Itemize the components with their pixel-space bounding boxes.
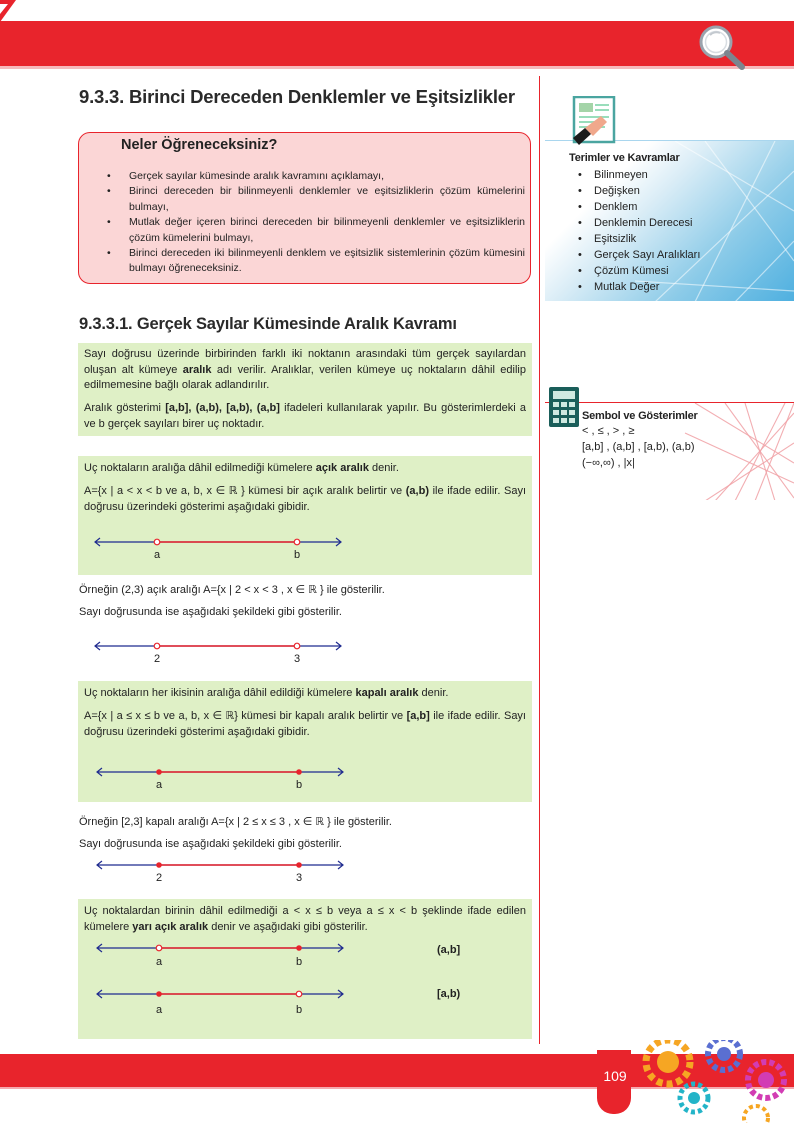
terms-title: Terimler ve Kavramlar (569, 152, 680, 164)
subsection-title: 9.3.3.1. Gerçek Sayılar Kümesinde Aralık Kavramı (79, 315, 457, 333)
closed-endpoint-a (156, 769, 162, 775)
open-example-number-line (93, 640, 343, 652)
learning-goal-item: • Gerçek sayılar kümesinde aralık kavramını açıklamayı, (105, 169, 525, 184)
column-divider (539, 76, 540, 1044)
number-line-label: 2 (155, 872, 163, 884)
open-endpoint-b (294, 539, 300, 545)
closed-endpoint-2 (156, 862, 162, 868)
term-item: • Gerçek Sayı Aralıkları (578, 247, 700, 263)
number-line-label: 2 (153, 653, 161, 665)
half-open-number-line-2 (95, 988, 345, 1000)
half-open-interval-box (78, 899, 532, 1039)
calculator-icon (548, 386, 580, 428)
number-line-label: b (295, 956, 303, 968)
closed-endpoint-b (296, 769, 302, 775)
number-line-label: 3 (293, 653, 301, 665)
closed-interval-example-caption: Sayı doğrusunda ise aşağıdaki şekildeki gibi gösterilir. (79, 838, 342, 850)
term-item: • Denklem (578, 199, 700, 215)
open-endpoint-2 (154, 643, 160, 649)
term-item: • Bilinmeyen (578, 167, 700, 183)
symbols-title: Sembol ve Gösterimler (582, 410, 698, 422)
open-interval-definition: A={x | a < x < b ve a, b, x ∈ ℝ } kümesi bir açık aralık belirtir ve (a,b) ile ifade edilir. Sayı doğrusu üzerindeki gösterimi aşağıdaki gibidir. (84, 485, 526, 513)
open-interval-example-caption: Sayı doğrusunda ise aşağıdaki şekildeki gibi gösterilir. (79, 606, 342, 618)
interval-notation-tag: (a,b] (437, 944, 461, 956)
learning-goal-item: • Birinci dereceden iki bilinmeyenli denklem ve eşitsizlik sistemlerinin çözüm kümesini bulmayı öğreneceksiniz. (105, 246, 525, 277)
term-item: • Denklemin Derecesi (578, 215, 700, 231)
symbol-line: [a,b] , (a,b] , [a,b), (a,b) (582, 441, 695, 453)
closed-endpoint-b (296, 945, 302, 951)
learning-goal-item: • Mutlak değer içeren birinci dereceden bir bilinmeyenli denklemler ve eşitsizliklerin çözüm kümelerini bulmayı, (105, 215, 525, 246)
definition-box (78, 343, 532, 436)
number-line-label: a (153, 549, 161, 561)
open-endpoint-b (296, 991, 302, 997)
header-bottom-strip (0, 66, 794, 69)
number-line-label: b (293, 549, 301, 561)
closed-interval-example: Örneğin [2,3] kapalı aralığı A={x | 2 ≤ x ≤ 3 , x ∈ ℝ } ile gösterilir. (79, 816, 392, 828)
half-open-interval-intro: Uç noktalardan birinin dâhil edilmediği a < x ≤ b veya a ≤ x < b şeklinde ifade edilen kümelere yarı açık aralık denir ve aşağıdaki gibi gösterilir. (84, 905, 526, 933)
magnifier-icon (696, 22, 752, 74)
number-line-label: 3 (295, 872, 303, 884)
gears-decoration (634, 1040, 794, 1123)
symbol-line: (−∞,∞) , |x| (582, 457, 635, 469)
term-item: • Mutlak Değer (578, 279, 700, 295)
closed-interval-intro: Uç noktaların her ikisinin aralığa dâhil edildiği kümelere kapalı aralık denir. (84, 687, 449, 699)
open-endpoint-a (156, 945, 162, 951)
symbol-line: < , ≤ , > , ≥ (582, 425, 635, 437)
definition-paragraph: Sayı doğrusu üzerinde birbirinden farklı iki noktanın arasındaki tüm gerçek sayılardan oluşan alt kümeye aralık adı verilir. Aralıklar, verilen kümeye uç noktaların dâhil edilip edilmemesine bağlı olarak adlandırılır. (84, 348, 526, 391)
closed-example-number-line (95, 859, 345, 871)
term-item: • Eşitsizlik (578, 231, 700, 247)
number-line-label: a (155, 779, 163, 791)
half-open-number-line-1 (95, 942, 345, 954)
learning-goals-list (105, 169, 525, 277)
section-title: 9.3.3. Birinci Dereceden Denklemler ve Eşitsizlikler (79, 86, 515, 107)
open-interval-example: Örneğin (2,3) açık aralığı A={x | 2 < x < 3 , x ∈ ℝ } ile gösterilir. (79, 584, 385, 596)
number-line-label: b (295, 779, 303, 791)
header-notch-inner (0, 4, 8, 14)
open-endpoint-3 (294, 643, 300, 649)
number-line-label: a (155, 956, 163, 968)
header-band (0, 21, 794, 68)
learning-goals-title: Neler Öğreneceksiniz? (121, 137, 278, 153)
terms-list (578, 167, 700, 295)
page-number: 109 (603, 1068, 627, 1084)
notation-paragraph: Aralık gösterimi [a,b], (a,b), [a,b), (a,b] ifadeleri kullanılarak yapılır. Bu gösterimlerdeki a ve b gerçek sayıları birer uç noktadır. (84, 402, 527, 430)
number-line-label: b (295, 1004, 303, 1016)
interval-notation-tag: [a,b) (437, 988, 461, 1000)
closed-interval-definition: A={x | a ≤ x ≤ b ve a, b, x ∈ ℝ} kümesi bir kapalı aralık belirtir ve [a,b] ile ifade edilir. Sayı doğrusu üzerindeki gösterimi aşağıdaki gibidir. (84, 710, 526, 738)
learning-goal-item: • Birinci dereceden bir bilinmeyenli denklemler ve eşitsizliklerin çözüm kümelerini bulmayı, (105, 184, 525, 215)
open-interval-intro: Uç noktaların aralığa dâhil edilmediği kümelere açık aralık denir. (84, 462, 399, 474)
learning-goals-box (78, 132, 531, 284)
closed-endpoint-3 (296, 862, 302, 868)
closed-endpoint-a (156, 991, 162, 997)
open-endpoint-a (154, 539, 160, 545)
term-item: • Değişken (578, 183, 700, 199)
document-hand-icon (571, 96, 617, 146)
open-interval-number-line (93, 536, 343, 548)
term-item: • Çözüm Kümesi (578, 263, 700, 279)
number-line-label: a (155, 1004, 163, 1016)
closed-interval-number-line (95, 766, 345, 778)
